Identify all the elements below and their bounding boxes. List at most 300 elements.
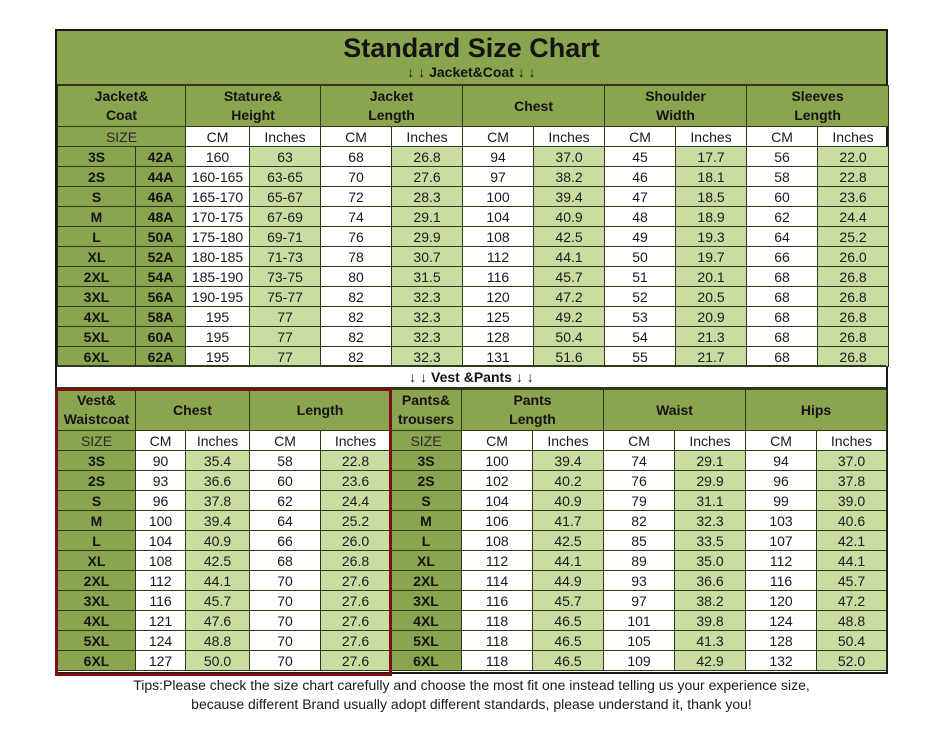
value-cell: 19.3 [676,227,747,247]
value-cell: 32.3 [392,327,463,347]
size-label: 3S [391,451,462,471]
value-cell: 55 [605,347,676,367]
table-row [58,227,889,247]
pants-column-header: Waist [604,390,746,431]
value-cell: 195 [186,327,250,347]
value-cell: 75-77 [250,287,321,307]
table-row [58,491,391,511]
table-row [391,551,887,571]
value-cell: 42.9 [675,651,746,671]
value-cell: 49.2 [534,307,605,327]
vest-size-table [57,389,391,671]
value-cell: 27.6 [321,651,391,671]
value-cell: 51 [605,267,676,287]
value-cell: 68 [250,551,321,571]
value-cell: 121 [136,611,186,631]
size-label: 52A [136,247,186,267]
value-cell: 104 [462,491,533,511]
value-cell: 104 [136,531,186,551]
value-cell: 32.3 [392,287,463,307]
tips-line-1: Tips:Please check the size chart carefully and choose the most fit one instead telling us your experience size, [133,677,810,693]
table-row [58,551,391,571]
value-cell: 90 [136,451,186,471]
unit-label: Inches [817,431,887,451]
jacket-column-header: Stature& Height [186,86,321,127]
value-cell: 108 [462,531,533,551]
value-cell: 21.7 [676,347,747,367]
size-label: M [391,511,462,531]
unit-label: Inches [676,127,747,147]
value-cell: 82 [321,327,392,347]
value-cell: 100 [463,187,534,207]
size-label: 3S [58,451,136,471]
table-row [58,611,391,631]
value-cell: 45.7 [186,591,250,611]
value-cell: 78 [321,247,392,267]
value-cell: 42.5 [533,531,604,551]
value-cell: 38.2 [534,167,605,187]
value-cell: 64 [747,227,818,247]
value-cell: 53 [605,307,676,327]
value-cell: 26.8 [818,347,889,367]
table-row [58,531,391,551]
value-cell: 175-180 [186,227,250,247]
value-cell: 97 [463,167,534,187]
value-cell: 70 [250,651,321,671]
value-cell: 68 [747,287,818,307]
unit-label: Inches [250,127,321,147]
value-cell: 66 [250,531,321,551]
jacket-column-header: Shoulder Width [605,86,747,127]
value-cell: 114 [462,571,533,591]
value-cell: 29.9 [392,227,463,247]
value-cell: 42.5 [534,227,605,247]
value-cell: 94 [463,147,534,167]
value-cell: 74 [321,207,392,227]
table-row [58,571,391,591]
value-cell: 26.8 [818,327,889,347]
value-cell: 116 [746,571,817,591]
value-cell: 42.5 [186,551,250,571]
value-cell: 160 [186,147,250,167]
title-band [57,31,886,85]
value-cell: 45.7 [817,571,887,591]
value-cell: 38.2 [675,591,746,611]
size-label: S [391,491,462,511]
value-cell: 105 [604,631,675,651]
value-cell: 170-175 [186,207,250,227]
value-cell: 30.7 [392,247,463,267]
value-cell: 28.3 [392,187,463,207]
value-cell: 36.6 [186,471,250,491]
size-label: 5XL [391,631,462,651]
size-label: 4XL [58,307,136,327]
value-cell: 128 [463,327,534,347]
value-cell: 63 [250,147,321,167]
value-cell: 131 [463,347,534,367]
value-cell: 50.0 [186,651,250,671]
value-cell: 27.6 [392,167,463,187]
size-label: 50A [136,227,186,247]
unit-label: CM [250,431,321,451]
jacket-column-header: Jacket& Coat [58,86,186,127]
value-cell: 103 [746,511,817,531]
value-cell: 93 [604,571,675,591]
value-cell: 132 [746,651,817,671]
table-row [391,631,887,651]
size-label: 3S [58,147,136,167]
value-cell: 40.9 [534,207,605,227]
vest-pants-divider [57,365,886,389]
value-cell: 70 [321,167,392,187]
value-cell: 20.9 [676,307,747,327]
pants-size-table [390,389,887,671]
value-cell: 23.6 [818,187,889,207]
value-cell: 77 [250,327,321,347]
value-cell: 44.1 [817,551,887,571]
size-label: 2S [58,471,136,491]
table-row [391,471,887,491]
unit-label: CM [747,127,818,147]
value-cell: 118 [462,611,533,631]
value-cell: 31.5 [392,267,463,287]
size-label: XL [58,247,136,267]
size-label: XL [58,551,136,571]
value-cell: 106 [462,511,533,531]
value-cell: 125 [463,307,534,327]
value-cell: 23.6 [321,471,391,491]
size-label: M [58,207,136,227]
value-cell: 82 [321,347,392,367]
value-cell: 47.2 [534,287,605,307]
size-label: 4XL [391,611,462,631]
value-cell: 37.8 [186,491,250,511]
value-cell: 100 [462,451,533,471]
value-cell: 82 [604,511,675,531]
tips-line-2: because different Brand usually adopt different standards, please understand it, thank you! [191,696,752,712]
value-cell: 45.7 [534,267,605,287]
value-cell: 26.8 [321,551,391,571]
value-cell: 70 [250,591,321,611]
size-label: S [58,491,136,511]
value-cell: 22.8 [818,167,889,187]
value-cell: 116 [462,591,533,611]
value-cell: 50.4 [817,631,887,651]
unit-label: CM [746,431,817,451]
value-cell: 21.3 [676,327,747,347]
unit-label: CM [604,431,675,451]
size-label: 6XL [391,651,462,671]
value-cell: 35.0 [675,551,746,571]
table-row [58,511,391,531]
size-label: L [58,531,136,551]
size-label: 48A [136,207,186,227]
value-cell: 48 [605,207,676,227]
table-row [391,531,887,551]
vest-header-row [58,390,391,431]
value-cell: 25.2 [321,511,391,531]
jacket-size-table [57,85,889,367]
pants-column-header: Pants Length [462,390,604,431]
value-cell: 22.0 [818,147,889,167]
size-label: 4XL [58,611,136,631]
value-cell: 47.2 [817,591,887,611]
jacket-unit-row [58,127,889,147]
value-cell: 112 [463,247,534,267]
table-row [58,347,889,367]
value-cell: 41.7 [533,511,604,531]
jacket-column-header: Sleeves Length [747,86,889,127]
value-cell: 85 [604,531,675,551]
table-row [58,247,889,267]
size-label: S [58,187,136,207]
unit-label: Inches [534,127,605,147]
value-cell: 51.6 [534,347,605,367]
jacket-column-header: Jacket Length [321,86,463,127]
value-cell: 26.0 [321,531,391,551]
value-cell: 73-75 [250,267,321,287]
value-cell: 37.0 [534,147,605,167]
value-cell: 76 [604,471,675,491]
value-cell: 58 [250,451,321,471]
value-cell: 63-65 [250,167,321,187]
value-cell: 68 [747,307,818,327]
value-cell: 60 [250,471,321,491]
value-cell: 108 [136,551,186,571]
table-row [58,187,889,207]
value-cell: 96 [136,491,186,511]
size-label: 60A [136,327,186,347]
size-label: 6XL [58,651,136,671]
value-cell: 116 [463,267,534,287]
value-cell: 26.8 [392,147,463,167]
value-cell: 41.3 [675,631,746,651]
pants-column-header: Hips [746,390,887,431]
value-cell: 124 [746,611,817,631]
value-cell: 195 [186,307,250,327]
size-label: 46A [136,187,186,207]
value-cell: 19.7 [676,247,747,267]
size-label: L [58,227,136,247]
unit-label: CM [462,431,533,451]
value-cell: 70 [250,611,321,631]
value-cell: 50.4 [534,327,605,347]
value-cell: 70 [250,631,321,651]
value-cell: 89 [604,551,675,571]
value-cell: 47.6 [186,611,250,631]
value-cell: 77 [250,347,321,367]
vest-column-header: Vest& Waistcoat [58,390,136,431]
value-cell: 62 [250,491,321,511]
value-cell: 120 [746,591,817,611]
value-cell: 33.5 [675,531,746,551]
value-cell: 185-190 [186,267,250,287]
value-cell: 180-185 [186,247,250,267]
value-cell: 29.1 [392,207,463,227]
value-cell: 27.6 [321,611,391,631]
table-row [391,491,887,511]
jacket-section-label: ↓ ↓ Jacket&Coat ↓ ↓ [407,64,536,80]
table-row [391,571,887,591]
vest-pants-section-label: ↓ ↓ Vest &Pants ↓ ↓ [409,369,534,385]
value-cell: 32.3 [392,307,463,327]
value-cell: 25.2 [818,227,889,247]
size-label: 2XL [58,267,136,287]
value-cell: 52 [605,287,676,307]
value-cell: 27.6 [321,631,391,651]
value-cell: 68 [747,267,818,287]
size-label: 2XL [58,571,136,591]
size-unit-label: SIZE [58,127,186,147]
value-cell: 32.3 [392,347,463,367]
value-cell: 58 [747,167,818,187]
value-cell: 37.8 [817,471,887,491]
value-cell: 104 [463,207,534,227]
value-cell: 112 [462,551,533,571]
jacket-column-header: Chest [463,86,605,127]
table-row [58,147,889,167]
value-cell: 190-195 [186,287,250,307]
value-cell: 128 [746,631,817,651]
value-cell: 118 [462,631,533,651]
value-cell: 39.8 [675,611,746,631]
value-cell: 71-73 [250,247,321,267]
size-label: 3XL [58,287,136,307]
value-cell: 20.1 [676,267,747,287]
value-cell: 39.4 [186,511,250,531]
value-cell: 116 [136,591,186,611]
value-cell: 44.1 [534,247,605,267]
table-row [58,327,889,347]
value-cell: 37.0 [817,451,887,471]
value-cell: 39.4 [533,451,604,471]
table-row [58,631,391,651]
value-cell: 52.0 [817,651,887,671]
value-cell: 54 [605,327,676,347]
value-cell: 62 [747,207,818,227]
value-cell: 22.8 [321,451,391,471]
value-cell: 18.5 [676,187,747,207]
value-cell: 165-170 [186,187,250,207]
value-cell: 72 [321,187,392,207]
value-cell: 96 [746,471,817,491]
value-cell: 29.9 [675,471,746,491]
size-label: L [391,531,462,551]
size-label: 42A [136,147,186,167]
unit-label: CM [605,127,676,147]
value-cell: 64 [250,511,321,531]
unit-label: CM [321,127,392,147]
unit-label: CM [136,431,186,451]
value-cell: 112 [136,571,186,591]
size-label: 5XL [58,631,136,651]
value-cell: 82 [321,307,392,327]
value-cell: 31.1 [675,491,746,511]
value-cell: 56 [747,147,818,167]
table-row [58,651,391,671]
value-cell: 48.8 [186,631,250,651]
value-cell: 127 [136,651,186,671]
value-cell: 118 [462,651,533,671]
size-label: 62A [136,347,186,367]
value-cell: 40.2 [533,471,604,491]
value-cell: 40.9 [533,491,604,511]
vest-column-header: Chest [136,390,250,431]
value-cell: 45.7 [533,591,604,611]
value-cell: 99 [746,491,817,511]
value-cell: 109 [604,651,675,671]
value-cell: 101 [604,611,675,631]
value-cell: 42.1 [817,531,887,551]
size-label: 44A [136,167,186,187]
value-cell: 27.6 [321,591,391,611]
size-unit-label: SIZE [391,431,462,451]
value-cell: 27.6 [321,571,391,591]
value-cell: 18.1 [676,167,747,187]
size-unit-label: SIZE [58,431,136,451]
value-cell: 24.4 [818,207,889,227]
value-cell: 26.8 [818,287,889,307]
value-cell: 67-69 [250,207,321,227]
size-label: 3XL [58,591,136,611]
table-row [58,307,889,327]
value-cell: 26.8 [818,267,889,287]
value-cell: 39.0 [817,491,887,511]
unit-label: Inches [533,431,604,451]
value-cell: 32.3 [675,511,746,531]
value-cell: 26.8 [818,307,889,327]
size-label: M [58,511,136,531]
unit-label: Inches [818,127,889,147]
value-cell: 69-71 [250,227,321,247]
value-cell: 40.9 [186,531,250,551]
table-row [391,451,887,471]
size-label: 5XL [58,327,136,347]
value-cell: 48.8 [817,611,887,631]
table-row [58,287,889,307]
vest-column-header: Length [250,390,391,431]
value-cell: 68 [321,147,392,167]
value-cell: 60 [747,187,818,207]
table-row [58,267,889,287]
value-cell: 46 [605,167,676,187]
table-row [58,167,889,187]
table-row [391,651,887,671]
value-cell: 18.9 [676,207,747,227]
value-cell: 49 [605,227,676,247]
value-cell: 29.1 [675,451,746,471]
value-cell: 35.4 [186,451,250,471]
value-cell: 112 [746,551,817,571]
value-cell: 44.1 [533,551,604,571]
tips-note [57,676,886,714]
value-cell: 93 [136,471,186,491]
size-label: 2XL [391,571,462,591]
value-cell: 68 [747,347,818,367]
value-cell: 36.6 [675,571,746,591]
unit-label: Inches [321,431,391,451]
value-cell: 120 [463,287,534,307]
value-cell: 100 [136,511,186,531]
value-cell: 65-67 [250,187,321,207]
value-cell: 46.5 [533,611,604,631]
value-cell: 47 [605,187,676,207]
value-cell: 79 [604,491,675,511]
value-cell: 40.6 [817,511,887,531]
vest-unit-row [58,431,391,451]
value-cell: 160-165 [186,167,250,187]
value-cell: 45 [605,147,676,167]
